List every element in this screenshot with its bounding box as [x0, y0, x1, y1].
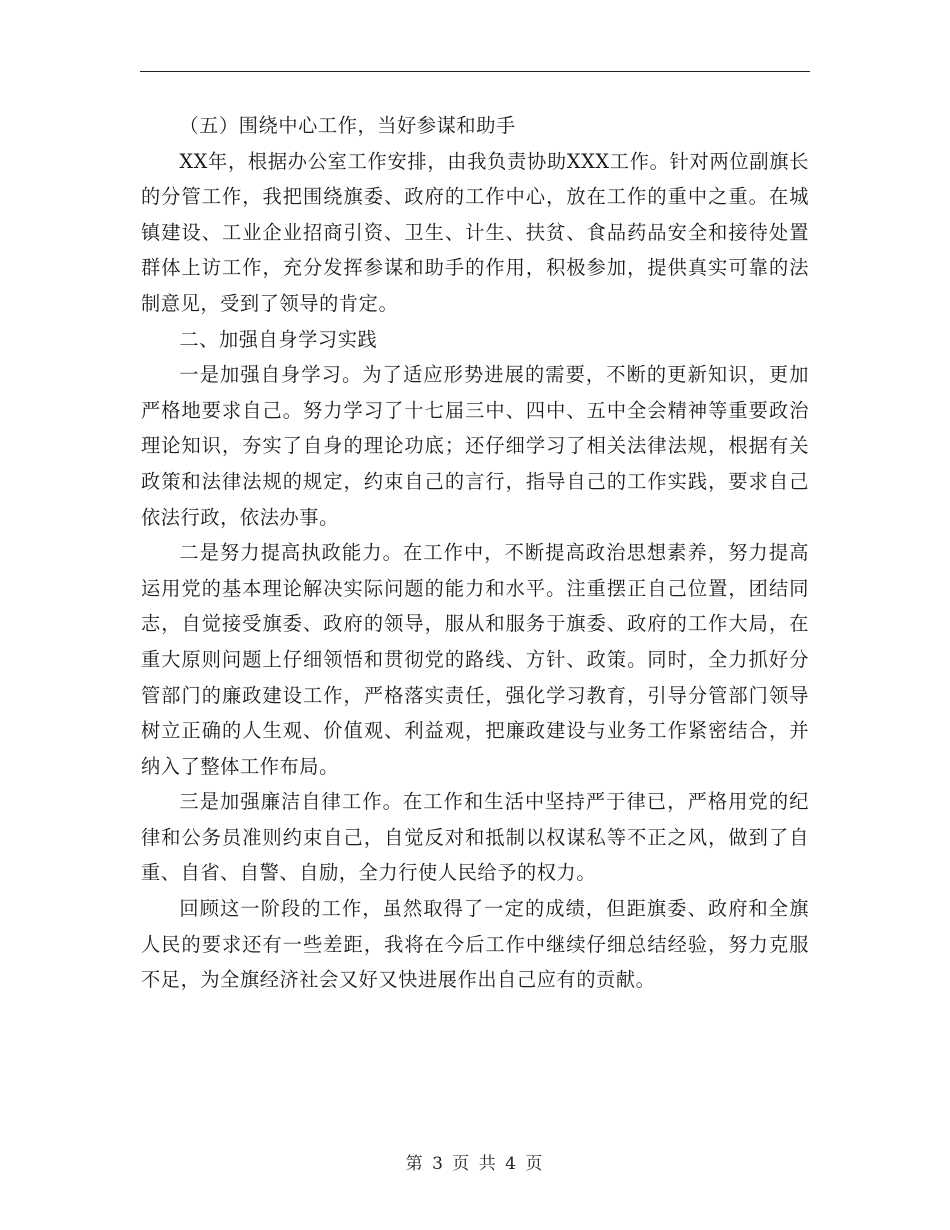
paragraph-integrity-discipline: 三是加强廉洁自律工作。在工作和生活中坚持严于律已，严格用党的纪律和公务员准则约束自己，自觉反对和抵制以权谋私等不正之风，做到了自重、自省、自警、自励，全力行使人民给予的权力。	[141, 790, 809, 885]
page-number: 第 3 页 共 4 页	[405, 1154, 545, 1174]
header-rule	[140, 71, 810, 72]
paragraph-governance-ability: 二是努力提高执政能力。在工作中，不断提高政治思想素养，努力提高运用党的基本理论解决实际问题的能力和水平。注重摆正自己位置，团结同志，自觉接受旗委、政府的领导，服从和服务于旗委、政府的工作大局，在重大原则问题上仔细领悟和贯彻党的路线、方针、政策。同时，全力抓好分管部门的廉政建设工作，严格落实责任，强化学习教育，引导分管部门领导树立正确的人生观、价值观、利益观，把廉政建设与业务工作紧密结合，并纳入了整体工作布局。	[141, 541, 809, 778]
paragraph-coordination-work: XX年，根据办公室工作安排，由我负责协助XXX工作。针对两位副旗长的分管工作，我把围绕旗委、政府的工作中心，放在工作的重中之重。在城镇建设、工业企业招商引资、卫生、计生、扶贫、食品药品安全和接待处置群体上访工作，充分发挥参谋和助手的作用，积极参加，提供真实可靠的法制意见，受到了领导的肯定。	[141, 149, 809, 315]
document-body	[141, 108, 809, 998]
paragraph-section-heading-5: （五）围绕中心工作，当好参谋和助手	[179, 114, 516, 137]
paragraph-self-study: 一是加强自身学习。为了适应形势进展的需要，不断的更新知识，更加严格地要求自己。努力学习了十七届三中、四中、五中全会精神等重要政治理论知识，夯实了自身的理论功底；还仔细学习了相关法律法规，根据有关政策和法律法规的规定，约束自己的言行，指导自己的工作实践，要求自己依法行政，依法办事。	[141, 363, 809, 529]
page-footer	[0, 1153, 950, 1175]
paragraph-review-summary: 回顾这一阶段的工作，虽然取得了一定的成绩，但距旗委、政府和全旗人民的要求还有一些差距，我将在今后工作中继续仔细总结经验，努力克服不足，为全旗经济社会又好又快进展作出自己应有的贡献。	[141, 897, 809, 992]
paragraph-section-heading-2: 二、加强自身学习实践	[179, 327, 378, 351]
